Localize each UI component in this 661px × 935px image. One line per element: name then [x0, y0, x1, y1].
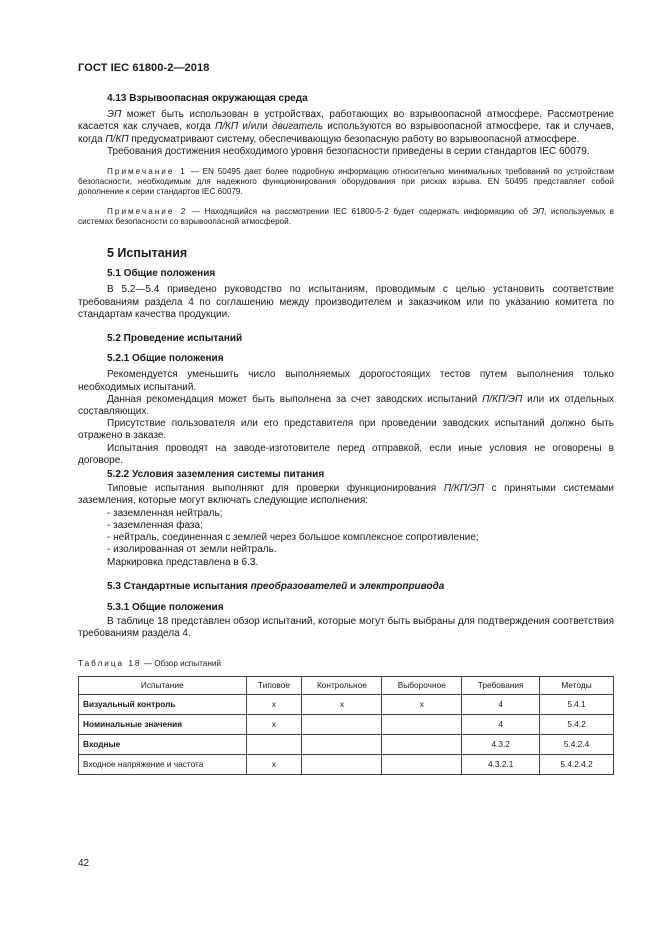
table-cell: x [382, 694, 462, 714]
table-row [79, 734, 614, 754]
column-header: Типовое [246, 676, 302, 694]
section-5-3-1-paragraph: В таблице 18 представлен обзор испытаний, которые могут быть выбраны для подтверждения соответствия требованиям раздела 4. [78, 616, 614, 640]
column-header: Методы [540, 676, 614, 694]
table-header-row [79, 676, 614, 694]
section-5-2-1-paragraph-1: Рекомендуется уменьшить число выполняемых дорогостоящих тестов путем выполнения только необходимых испытаний. [78, 369, 614, 393]
section-5-title: 5 Испытания [107, 246, 188, 261]
section-5-2-1-paragraph-4: Испытания проводят на заводе-изготовителе перед отправкой, если иные условия не оговорены в договоре. [78, 442, 614, 466]
table-cell [302, 734, 382, 754]
list-item: - заземленная нейтраль; [107, 507, 223, 519]
table-cell: x [302, 694, 382, 714]
table-cell [382, 714, 462, 734]
grounding-list [78, 508, 614, 557]
column-header: Испытание [79, 676, 247, 694]
section-5-2-2-title: 5.2.2 Условия заземления системы питания [107, 469, 325, 481]
list-item: - изолированная от земли нейтраль. [107, 544, 277, 556]
table-row [79, 694, 614, 714]
table-cell: x [246, 694, 302, 714]
document-header: ГОСТ IEC 61800-2—2018 [78, 62, 210, 74]
table-cell [246, 734, 302, 754]
section-5-3-title: 5.3 Стандартные испытания преобразователей и электропривода [107, 580, 445, 592]
table-cell: Номинальные значения [79, 714, 247, 734]
column-header: Контрольное [302, 676, 382, 694]
column-header: Выборочное [382, 676, 462, 694]
table-cell [302, 714, 382, 734]
table-cell: x [246, 754, 302, 774]
table-cell: 4 [462, 714, 540, 734]
table-cell: 5.4.1 [540, 694, 614, 714]
list-item: - заземленная фаза; [107, 519, 203, 531]
section-5-1-paragraph: В 5.2—5.4 приведено руководство по испытаниям, проводимым с целью установить соответствие требованиям раздела 4 по соглашению между производителем и заказчиком или по указанию комитета по стандартам качества продукции. [78, 284, 614, 320]
section-5-2-1-paragraph-3: Присутствие пользователя или его представителя при проведении заводских испытаний должно быть отражено в заказе. [78, 418, 614, 442]
table-cell: 4.3.2.1 [462, 754, 540, 774]
table-row [79, 754, 614, 774]
table-cell: x [246, 714, 302, 734]
note-2: Примечание 2 — Находящийся на рассмотрении IEC 61800-5-2 будет содержать информацию об ЭП, используемых в системах безопасности со взрывоопасной атмосферой. [78, 206, 615, 226]
table-cell: Входные [79, 734, 247, 754]
page-content [78, 93, 614, 775]
section-5-2-1-paragraph-2: Данная рекомендация может быть выполнена за счет заводских испытаний П/КП/ЭП или их отдельных составляющих. [78, 393, 615, 418]
table-caption: Таблица 18 — Обзор испытаний [78, 658, 222, 668]
section-5-2-title: 5.2 Проведение испытаний [107, 333, 243, 345]
table-cell: Входное напряжение и частота [79, 754, 247, 774]
note-1: Примечание 1 — EN 50495 дает более подробную информацию относительно минимальных требований по устройствам безопасности, необходимым для надежного функционирования оборудования при рисках взрыва. EN 50495 представляет собой дополнение к серии стандартов IEC 60079. [78, 167, 615, 197]
table-cell [382, 734, 462, 754]
section-4-13-paragraph-1: ЭП может быть использован в устройствах, работающих во взрывоопасной атмосфере. Рассмотрение касается как случаев, когда П/КП и/или двигатель используются во взрывоопасной атмосфере, так и случаев, когда П/КП предусматривают систему, обеспечивающую безопасную работу во взрывоопасной атмосфере. [78, 109, 614, 145]
table-cell: 5.4.2.4 [540, 734, 614, 754]
table-cell: Визуальный контроль [79, 694, 247, 714]
table-cell: 4 [462, 694, 540, 714]
section-5-2-1-title: 5.2.1 Общие положения [107, 353, 224, 365]
table-cell [382, 754, 462, 774]
section-4-13-title: 4.13 Взрывоопасная окружающая среда [107, 93, 308, 104]
table-cell: 4.3.2 [462, 734, 540, 754]
section-5-2-2-paragraph-2: Маркировка представлена в 6.3. [107, 556, 259, 568]
list-item: - нейтраль, соединенная с землей через большое комплексное сопротивление; [107, 532, 479, 544]
section-5-2-2-paragraph: Типовые испытания выполняют для проверки функционирования П/КП/ЭП с принятыми системами заземления, которые могут включать следующие исполнения: [78, 483, 615, 507]
section-5-1-title: 5.1 Общие положения [107, 268, 216, 280]
column-header: Требования [462, 676, 540, 694]
section-5-3-1-title: 5.3.1 Общие положения [107, 601, 224, 613]
table-cell: 5.4.2.4.2 [540, 754, 614, 774]
table-row [79, 714, 614, 734]
table-cell: 5.4.2 [540, 714, 614, 734]
tests-overview-table [78, 676, 614, 775]
section-4-13-paragraph-2: Требования достижения необходимого уровня безопасности приведены в серии стандартов IEC 60079. [107, 145, 590, 157]
table-cell [302, 754, 382, 774]
page-number: 42 [78, 858, 90, 869]
